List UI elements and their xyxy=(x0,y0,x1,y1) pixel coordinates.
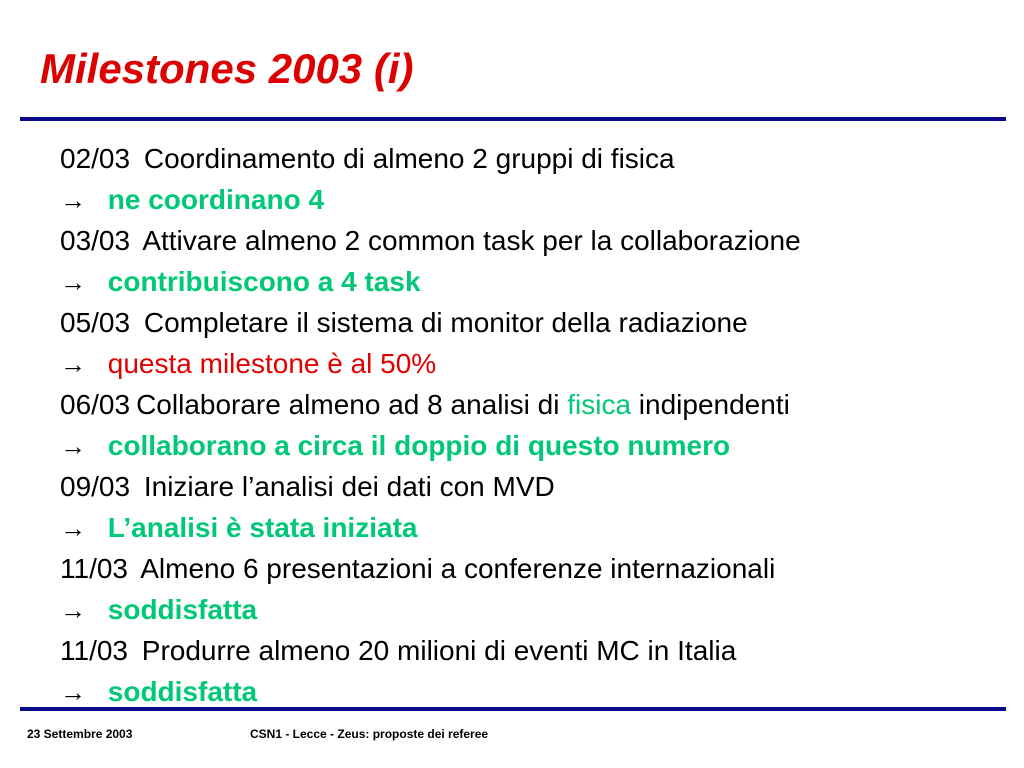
milestone-result-line xyxy=(60,261,1010,302)
milestone-text: Completare il sistema di monitor della radiazione xyxy=(143,307,748,338)
top-divider xyxy=(20,117,1006,121)
milestone-line xyxy=(60,466,1010,507)
milestone-text: Produrre almeno 20 milioni di eventi MC in Italia xyxy=(141,635,737,666)
milestone-result-line xyxy=(60,671,1010,712)
right-arrow-icon: → xyxy=(60,431,86,461)
milestone-result-line xyxy=(60,425,1010,466)
milestone-date: 06/03 xyxy=(60,389,131,420)
milestone-list xyxy=(60,138,1010,712)
milestone-text: Attivare almeno 2 common task per la collaborazione xyxy=(142,225,801,256)
milestone-text: indipendenti xyxy=(631,389,790,420)
milestone-result-line xyxy=(60,179,1010,220)
milestone-text: Coordinamento di almeno 2 gruppi di fisica xyxy=(143,143,675,174)
right-arrow-icon: → xyxy=(60,267,86,297)
milestone-result-line xyxy=(60,507,1010,548)
bottom-divider xyxy=(20,707,1006,711)
milestone-result-line xyxy=(60,589,1010,630)
milestone-date: 05/03 xyxy=(60,307,131,338)
milestone-text: Almeno 6 presentazioni a conferenze internazionali xyxy=(140,553,776,584)
milestone-result: contribuiscono a 4 task xyxy=(107,266,421,297)
milestone-date: 09/03 xyxy=(60,471,131,502)
footer-date: 23 Settembre 2003 xyxy=(27,727,133,741)
milestone-line xyxy=(60,138,1010,179)
milestone-result-line xyxy=(60,343,1010,384)
milestone-line xyxy=(60,630,1010,671)
milestone-line xyxy=(60,548,1010,589)
right-arrow-icon: → xyxy=(60,349,86,379)
right-arrow-icon: → xyxy=(60,677,86,707)
milestone-date: 02/03 xyxy=(60,143,131,174)
milestone-date: 11/03 xyxy=(60,553,128,584)
milestone-line xyxy=(60,302,1010,343)
milestone-date: 03/03 xyxy=(60,225,131,256)
milestone-result: ne coordinano 4 xyxy=(107,184,325,215)
milestone-date: 11/03 xyxy=(60,635,128,666)
slide-title: Milestones 2003 (i) xyxy=(40,45,414,92)
right-arrow-icon: → xyxy=(60,185,86,215)
milestone-line xyxy=(60,384,1010,425)
milestone-text: Iniziare l’analisi dei dati con MVD xyxy=(143,471,555,502)
milestone-text: Collaborare almeno ad 8 analisi di xyxy=(136,389,568,420)
right-arrow-icon: → xyxy=(60,595,86,625)
milestone-result: collaborano a circa il doppio di questo numero xyxy=(107,430,731,461)
milestone-result: L’analisi è stata iniziata xyxy=(107,512,418,543)
footer-event: CSN1 - Lecce - Zeus: proposte dei referee xyxy=(250,727,489,741)
milestone-result: questa milestone è al 50% xyxy=(107,348,437,379)
milestone-text-highlight: fisica xyxy=(567,389,632,420)
right-arrow-icon: → xyxy=(60,513,86,543)
milestone-line xyxy=(60,220,1010,261)
milestone-result: soddisfatta xyxy=(107,594,258,625)
milestone-result: soddisfatta xyxy=(107,676,258,707)
